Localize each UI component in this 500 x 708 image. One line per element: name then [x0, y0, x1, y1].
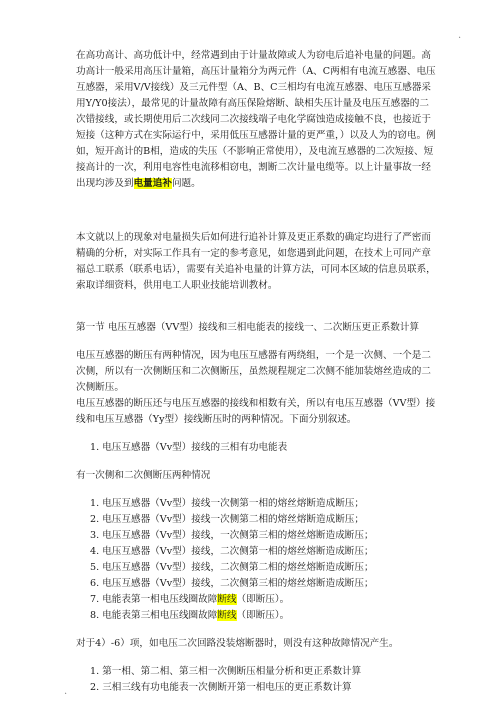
highlighted-term: 断线 [217, 594, 237, 605]
list-item: 1. 第一相、第二相、第三相一次侧断压相量分析和更正系数计算 [90, 666, 362, 677]
numbered-item: 1. 电压互感器（Vv型）接线的三相有功电能表 [90, 442, 288, 453]
body-paragraph-2: 电压互感器的断压还与电压互感器的接线和相数有关，所以有电压互感器（VV型）接线和电压互感器（Yy型）接线断压时的两种情况。下面分别叙述。 [76, 398, 436, 425]
list-item: 5. 电压互感器（Vv型）接线，二次侧第二相的熔丝熔断造成断压； [90, 562, 374, 573]
highlighted-term: 断线 [217, 610, 237, 621]
intro-paragraph [76, 48, 436, 192]
list-item: 1. 电压互感器（Vv型）接线一次侧第一相的熔丝熔断造成断压； [90, 498, 364, 509]
list-item: 2. 三相三线有功电能表一次侧断开第一相电压的更正系数计算 [90, 682, 352, 693]
section-title: 第一节 电压互感器（VV型）接线和三相电能表的接线一、二次断压更正系数计算 [76, 322, 420, 333]
cases-list [76, 496, 436, 624]
body-paragraph-1: 电压互感器的断压有两种情况，因为电压互感器有两绕组，一个是一次侧、一个是二次侧，所以有一次侧断压和二次侧断压，虽然规程规定二次侧不能加装熔丝造成的二次侧断压。 [76, 350, 431, 393]
highlighted-term: 电量追补 [133, 178, 172, 189]
intro-text: 在高功高计、高功低计中，经常遇到由于计量故障或人为窃电后追补电量的问题。高功高计一般采用高压计量箱，高压计量箱分为两元件（A、C两相有电流互感器、电压互感器，采用V/V接线）及三元件型（A、B、C三相均有电流互感器、电压互感器采用Y/Y0接法），最常见的计量故障有高压保险熔断、缺相失压计量及电压互感器的二次错接线，或长期使用后二次线同二次接线端子电化学腐蚀造成接触不良，也接近于短接（这种方式在实际运行中，采用低压互感器计量的更严重，）以及人为的窃电。例如，短开高计的B相，造成的失压（不影响正常使用），及电流互感器的二次短接、短接高计的一次，利用电容性电流移相窃电，割断二次计量电缆等。以上计量事故一经出现均涉及到 [76, 50, 436, 189]
list-item: 7. 电能表第一相电压线圈故障断线（即断压）。 [90, 594, 290, 605]
corner-mark: . [458, 30, 462, 41]
final-list [76, 664, 436, 696]
list-item: 4. 电压互感器（Vv型）接线，二次侧第一相的熔丝熔断造成断压； [90, 546, 374, 557]
list-item: 2. 电压互感器（Vv型）接线一次侧第二相的熔丝熔断造成断压； [90, 514, 364, 525]
subheading: 有一次侧和二次侧断压两种情况 [76, 470, 211, 481]
corner-mark: . [64, 686, 68, 697]
section-block [76, 320, 436, 696]
note-paragraph: 对于4）-6）项，如电压二次回路没装熔断器时，则没有这种故障情况产生。 [76, 638, 399, 649]
intro-text-end: 问题。 [171, 178, 201, 189]
second-paragraph-text: 本文就以上的现象对电量损失后如何进行追补计算及更正系数的确定均进行了严密而精确的分析，对实际工作具有一定的参考意见，如您遇到此问题，在技术上可同产章福总工联系（联系电话），需要有关追补电量的计算方法，可同本区域的信息员联系，索取详细资料，供用电工人职业技能培训教材。 [76, 232, 436, 291]
list-item: 6. 电压互感器（Vv型）接线，二次侧第三相的熔丝熔断造成断压； [90, 578, 374, 589]
list-item: 3. 电压互感器（Vv型）接线，一次侧第三相的熔丝熔断造成断压； [90, 530, 374, 541]
second-paragraph [76, 230, 436, 294]
list-item: 8. 电能表第三相电压线圈故障断线（即断压）。 [90, 610, 290, 621]
